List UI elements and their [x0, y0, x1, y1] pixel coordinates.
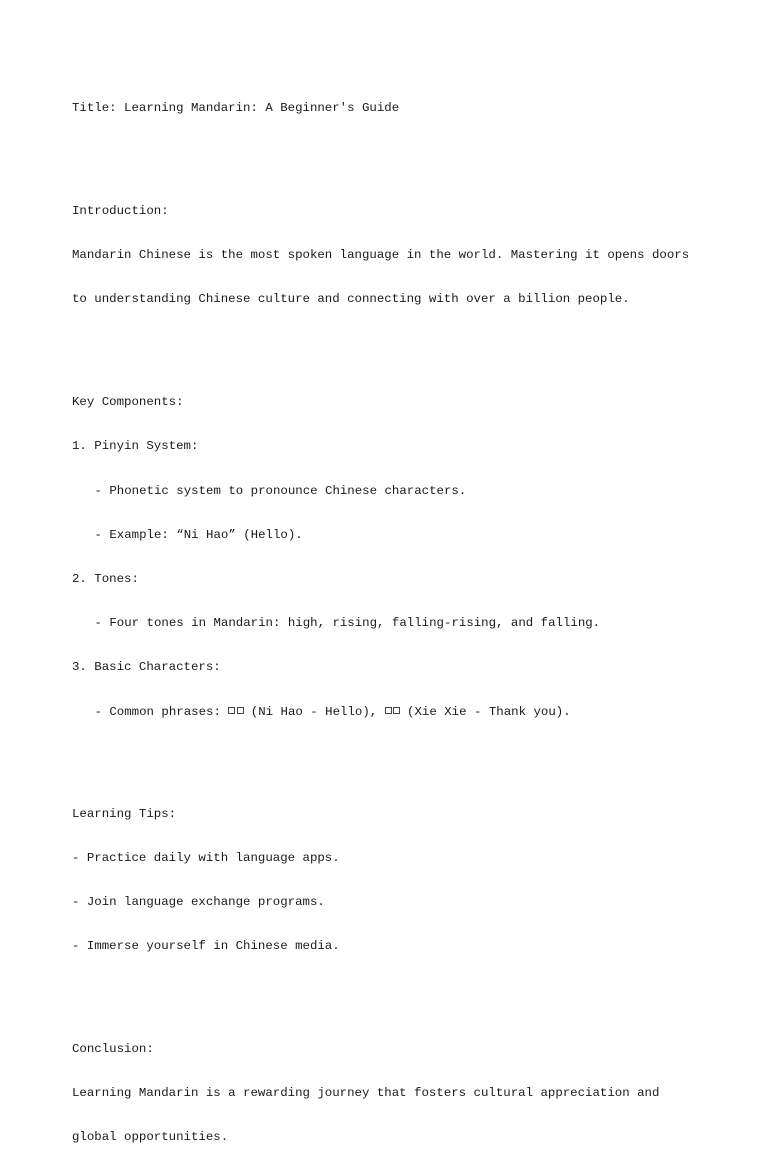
spacer [72, 337, 712, 352]
component-subitem-phrases [72, 704, 712, 719]
spacer [72, 983, 712, 998]
key-components-heading: Key Components: [72, 395, 184, 410]
component-item-tones: 2. Tones: [72, 571, 139, 586]
document-page [72, 72, 712, 1160]
component-item-characters: 3. Basic Characters: [72, 659, 221, 674]
conclusion-line: Learning Mandarin is a rewarding journey that fosters cultural appreciation and [72, 1086, 660, 1101]
component-subitem: - Phonetic system to pronounce Chinese characters. [94, 483, 467, 498]
conclusion-heading: Conclusion: [72, 1042, 154, 1057]
introduction-line: to understanding Chinese culture and connecting with over a billion people. [72, 292, 630, 307]
tip-item: - Immerse yourself in Chinese media. [72, 939, 340, 954]
introduction-heading: Introduction: [72, 204, 169, 219]
component-subitem: - Four tones in Mandarin: high, rising, falling-rising, and falling. [94, 615, 601, 630]
phrase-xie-xie: (Xie Xie - Thank you). [399, 705, 571, 720]
phrases-prefix: - Common phrases: [94, 705, 229, 720]
introduction-line: Mandarin Chinese is the most spoken language in the world. Mastering it opens doors [72, 248, 690, 263]
spacer [72, 146, 712, 161]
missing-glyph-icon [228, 704, 243, 719]
component-item-pinyin: 1. Pinyin System: [72, 439, 199, 454]
conclusion-line: global opportunities. [72, 1130, 229, 1145]
phrase-ni-hao: (Ni Hao - Hello), [243, 705, 385, 720]
spacer [72, 748, 712, 763]
missing-glyph-icon [385, 704, 400, 719]
tip-item: - Join language exchange programs. [72, 895, 325, 910]
document-title: Title: Learning Mandarin: A Beginner's Guide [72, 101, 400, 116]
learning-tips-heading: Learning Tips: [72, 806, 177, 821]
tip-item: - Practice daily with language apps. [72, 851, 340, 866]
component-subitem: - Example: “Ni Hao” (Hello). [94, 527, 303, 542]
